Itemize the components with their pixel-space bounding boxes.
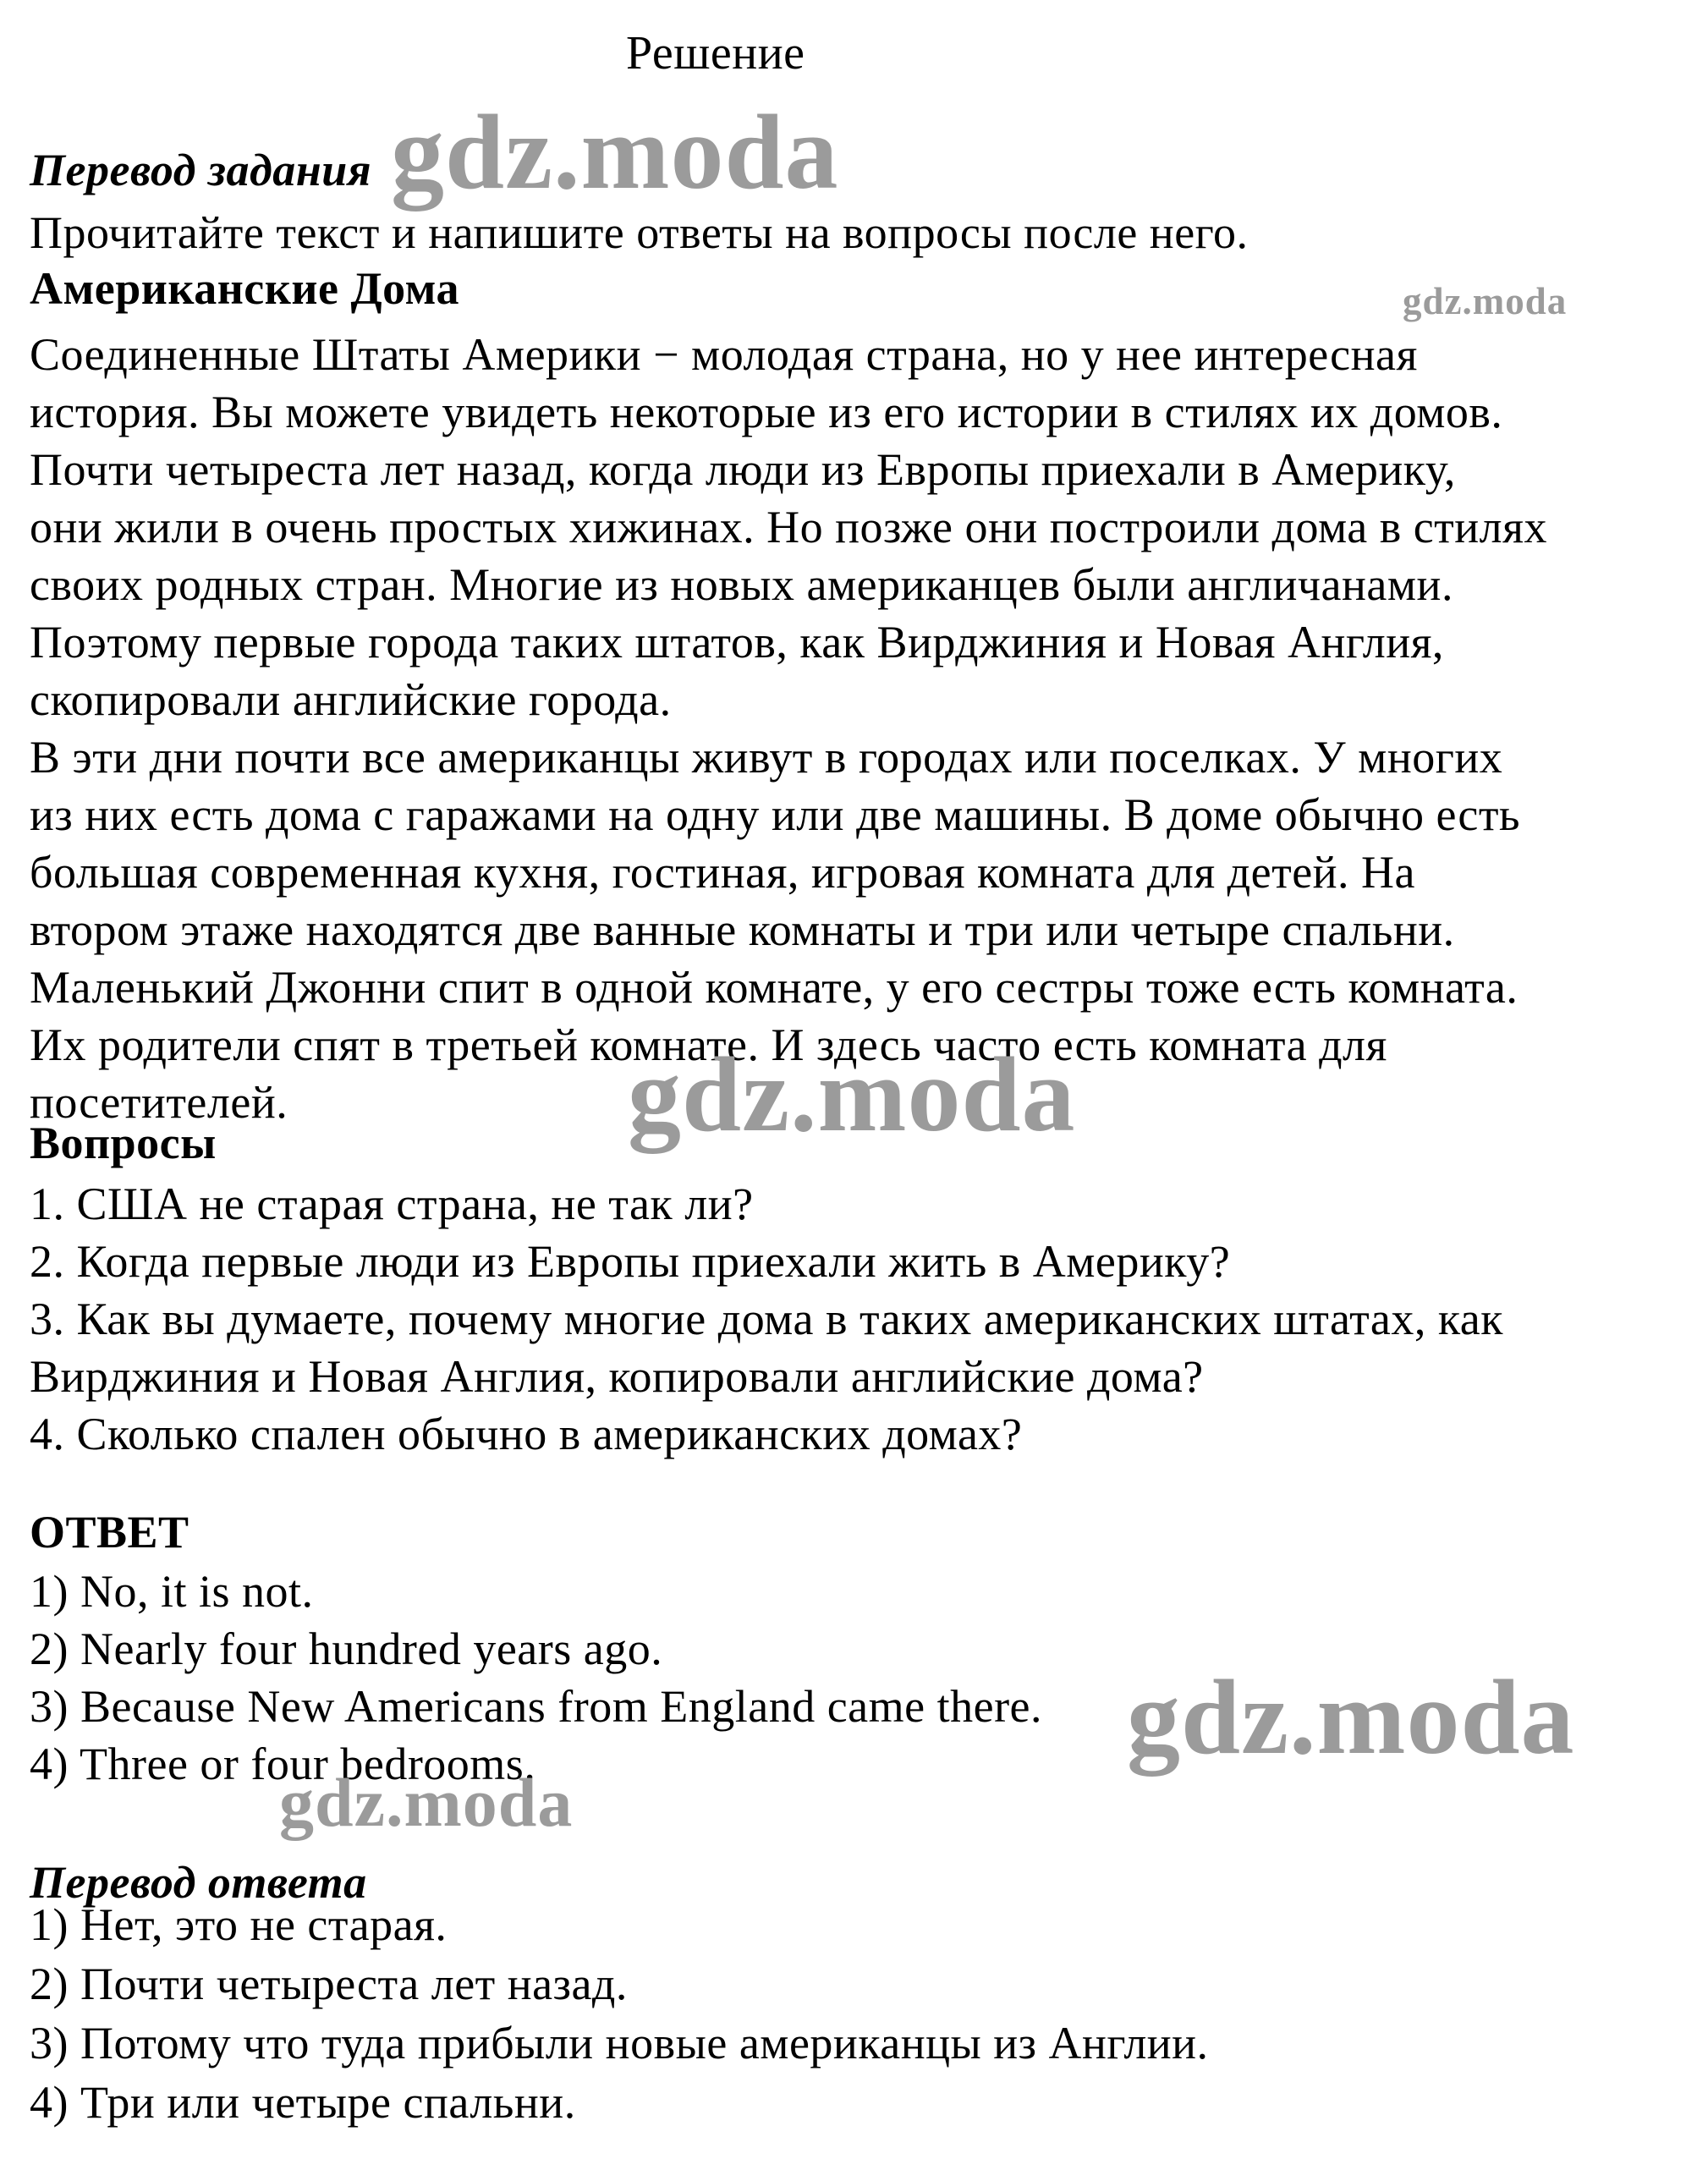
paragraph-line: втором этаже находятся две ванные комнаты и три или четыре спальни.: [30, 904, 1455, 955]
question-line: 4. Сколько спален обычно в американских домах?: [30, 1409, 1023, 1459]
paragraph-line: Их родители спят в третьей комнате. И здесь часто есть комната для: [30, 1019, 1387, 1070]
question-line: 3. Как вы думаете, почему многие дома в таких американских штатах, как: [30, 1294, 1503, 1344]
answer-translation-line: 3) Потому что туда прибыли новые американцы из Англии.: [30, 2018, 1209, 2068]
text-title: Американские Дома: [30, 263, 459, 314]
paragraph-line: они жили в очень простых хижинах. Но позже они построили дома в стилях: [30, 502, 1547, 552]
paragraph-line: своих родных стран. Многие из новых американцев были англичанами.: [30, 559, 1453, 610]
page-title: Решение: [626, 27, 805, 80]
answer-heading: ОТВЕТ: [30, 1507, 189, 1557]
answer-line: 1) No, it is not.: [30, 1566, 314, 1617]
paragraph-line: Соединенные Штаты Америки − молодая страна, но у нее интересная: [30, 329, 1418, 380]
paragraph-line: Маленький Джонни спит в одной комнате, у его сестры тоже есть комната.: [30, 962, 1519, 1013]
answer-translation-line: 2) Почти четыреста лет назад.: [30, 1959, 628, 2009]
paragraph-line: Почти четыреста лет назад, когда люди из Европы приехали в Америку,: [30, 444, 1456, 495]
paragraph-line: из них есть дома с гаражами на одну или две машины. В доме обычно есть: [30, 789, 1521, 840]
question-line: Вирджиния и Новая Англия, копировали английские дома?: [30, 1351, 1204, 1402]
questions-heading: Вопросы: [30, 1118, 217, 1168]
gdz-moda-watermark: gdz.moda: [628, 1036, 1076, 1154]
answer-line: 4) Three or four bedrooms.: [30, 1739, 536, 1789]
answer-line: 3) Because New Americans from England came there.: [30, 1681, 1043, 1732]
paragraph-line: В эти дни почти все американцы живут в городах или поселках. У многих: [30, 732, 1503, 783]
gdz-moda-watermark: gdz.moda: [391, 94, 839, 212]
paragraph-line: история. Вы можете увидеть некоторые из его истории в стилях их домов.: [30, 387, 1503, 437]
task-instruction: Прочитайте текст и напишите ответы на вопросы после него.: [30, 207, 1249, 258]
answer-translation-line: 1) Нет, это не старая.: [30, 1899, 448, 1950]
answer-line: 2) Nearly four hundred years ago.: [30, 1623, 663, 1674]
answer-translation-heading: Перевод ответа: [30, 1857, 367, 1908]
answer-translation-line: 4) Три или четыре спальни.: [30, 2077, 576, 2128]
gdz-moda-watermark: gdz.moda: [279, 1764, 574, 1841]
gdz-moda-watermark: gdz.moda: [1127, 1659, 1575, 1777]
question-line: 2. Когда первые люди из Европы приехали жить в Америку?: [30, 1236, 1231, 1287]
paragraph-line: большая современная кухня, гостиная, игровая комната для детей. На: [30, 847, 1416, 898]
gdz-moda-watermark: gdz.moda: [1403, 280, 1568, 322]
question-line: 1. США не старая страна, не так ли?: [30, 1178, 754, 1229]
paragraph-line: Поэтому первые города таких штатов, как Вирджиния и Новая Англия,: [30, 617, 1444, 667]
paragraph-line: скопировали английские города.: [30, 674, 672, 725]
task-translation-heading: Перевод задания: [30, 145, 372, 195]
paragraph-line: посетителей.: [30, 1077, 288, 1128]
